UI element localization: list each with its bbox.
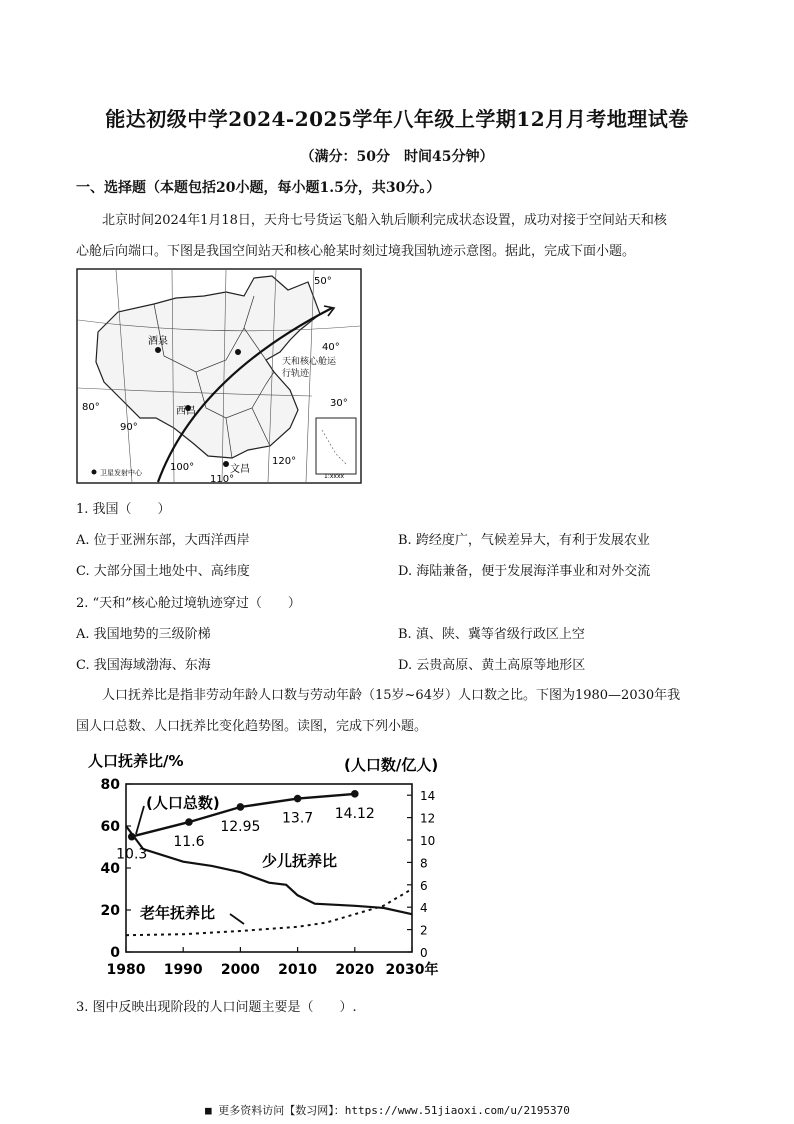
y-right-tick-label: 6 bbox=[420, 878, 428, 893]
population-chart bbox=[86, 748, 466, 984]
q2-option-b[interactable]: B. 滇、陕、冀等省级行政区上空 bbox=[398, 627, 585, 642]
launch-center-jiuquan bbox=[155, 347, 161, 353]
y-right-tick-label: 0 bbox=[420, 946, 428, 960]
lon-label-90: 90° bbox=[120, 422, 138, 433]
total-population-label: 14.12 bbox=[334, 805, 375, 822]
place-label-xichang: 西昌 bbox=[176, 406, 196, 417]
launch-center-wenchang bbox=[223, 461, 229, 467]
passage-1 bbox=[76, 205, 721, 267]
y-right-tick-label: 2 bbox=[420, 923, 428, 938]
total-population-point bbox=[294, 795, 302, 803]
q2-option-d[interactable]: D. 云贵高原、黄土高原等地形区 bbox=[398, 658, 586, 673]
total-population-label: 10.3 bbox=[116, 846, 148, 863]
total-population-point bbox=[351, 790, 359, 798]
population-chart-svg bbox=[86, 748, 466, 984]
place-label-jiuquan: 酒泉 bbox=[148, 336, 168, 347]
total-population-label: 13.7 bbox=[282, 810, 314, 827]
left-axis-label: 人口抚养比/% bbox=[88, 752, 184, 770]
passage-2-line-2: 国人口总数、人口抚养比变化趋势图。读图，完成下列小题。 bbox=[76, 719, 428, 734]
lat-label-50: 50° bbox=[314, 276, 332, 287]
q2-option-a[interactable]: A. 我国地势的三级阶梯 bbox=[76, 627, 211, 642]
lon-label-80: 80° bbox=[82, 402, 100, 413]
q1-option-b[interactable]: B. 跨经度广，气候差异大，有利于发展农业 bbox=[398, 533, 650, 548]
y-left-tick-label: 80 bbox=[100, 777, 120, 793]
x-tick-label: 2020 bbox=[335, 962, 375, 978]
series-name-elderly-dependency: 老年抚养比 bbox=[140, 904, 216, 922]
right-axis-label: (人口数/亿人) bbox=[344, 756, 439, 774]
total-population-point bbox=[128, 833, 136, 841]
series-name-child-dependency: 少儿抚养比 bbox=[262, 852, 338, 870]
flag-icon: ■ bbox=[205, 1104, 212, 1117]
x-tick-label: 1980 bbox=[106, 962, 146, 978]
passage-2-line-1: 人口抚养比是指非劳动年龄人口数与劳动年龄（15岁~64岁）人口数之比。下图为1980—2030年我 bbox=[102, 688, 681, 703]
x-tick-label: 1990 bbox=[163, 962, 203, 978]
legend-center-label: 卫星发射中心 bbox=[100, 469, 142, 477]
x-tick-label: 2000 bbox=[220, 962, 260, 978]
legend-dot-icon bbox=[92, 470, 97, 475]
exam-subtitle: （满分：50分 时间45分钟） bbox=[300, 149, 494, 165]
q2-stem: 2. “天和”核心舱过境轨迹穿过（ ） bbox=[76, 596, 301, 611]
y-right-tick-label: 8 bbox=[420, 856, 428, 871]
city-marker bbox=[235, 349, 241, 355]
y-right-tick-label: 4 bbox=[420, 901, 428, 916]
orbit-map bbox=[76, 268, 362, 484]
footer bbox=[205, 1102, 570, 1118]
q1-option-d[interactable]: D. 海陆兼备，便于发展海洋事业和对外交流 bbox=[398, 564, 651, 579]
orbit-map-svg bbox=[76, 268, 362, 484]
y-left-tick-label: 20 bbox=[100, 903, 120, 919]
lon-label-110: 110° bbox=[210, 474, 235, 484]
exam-title: 能达初级中学2024-2025学年八年级上学期12月月考地理试卷 bbox=[105, 107, 689, 131]
passage-2 bbox=[76, 680, 721, 742]
map-scale: 1:xxxx bbox=[324, 473, 345, 480]
place-label-wenchang: 文昌 bbox=[230, 464, 250, 475]
passage-1-line-2: 心舱后向端口。下图是我国空间站天和核心舱某时刻过境我国轨迹示意图。据此，完成下面小题。 bbox=[76, 244, 636, 259]
q1-option-a[interactable]: A. 位于亚洲东部，大西洋西岸 bbox=[76, 533, 250, 548]
south-sea-inset bbox=[316, 418, 356, 474]
total-population-label: 12.95 bbox=[220, 818, 261, 835]
y-left-tick-label: 0 bbox=[110, 945, 120, 961]
y-right-tick-label: 10 bbox=[420, 834, 436, 848]
total-population-point bbox=[185, 818, 193, 826]
elderly-pointer bbox=[230, 914, 244, 924]
legend-track-box bbox=[282, 356, 342, 392]
lat-label-40: 40° bbox=[322, 342, 340, 353]
y-right-tick-label: 14 bbox=[420, 789, 436, 804]
y-right-tick-label: 12 bbox=[420, 811, 436, 826]
q1-option-c[interactable]: C. 大部分国土地处中、高纬度 bbox=[76, 564, 250, 579]
lon-label-100: 100° bbox=[170, 462, 195, 473]
legend-track-label: 天和核心舱运行轨迹 bbox=[282, 357, 337, 379]
q2-option-c[interactable]: C. 我国海域渤海、东海 bbox=[76, 658, 211, 673]
passage-1-line-1: 北京时间2024年1月18日，天舟七号货运飞船入轨后顺利完成状态设置，成功对接于空间站天和核 bbox=[102, 213, 667, 228]
y-left-tick-label: 60 bbox=[100, 819, 120, 835]
q1-stem: 1. 我国（ ） bbox=[76, 502, 171, 517]
x-tick-label: 2030年 bbox=[385, 962, 439, 978]
y-left-tick-label: 40 bbox=[100, 861, 120, 877]
section-heading: 一、选择题（本题包括20小题，每小题1.5分，共30分。） bbox=[76, 180, 441, 196]
lon-label-120: 120° bbox=[272, 456, 297, 467]
total-pointer bbox=[136, 806, 144, 834]
q3-stem: 3. 图中反映出现阶段的人口问题主要是（ ）. bbox=[76, 1000, 357, 1015]
series-name-total-population: (人口总数) bbox=[146, 794, 220, 812]
x-tick-label: 2010 bbox=[278, 962, 318, 978]
lat-label-30: 30° bbox=[330, 398, 348, 409]
total-population-point bbox=[237, 803, 245, 811]
series-line-child-dependency bbox=[126, 826, 412, 914]
total-population-label: 11.6 bbox=[173, 834, 205, 851]
footer-link[interactable]: 更多资料访问【数习网】：https://www.51jiaoxi.com/u/2195370 bbox=[218, 1104, 570, 1117]
